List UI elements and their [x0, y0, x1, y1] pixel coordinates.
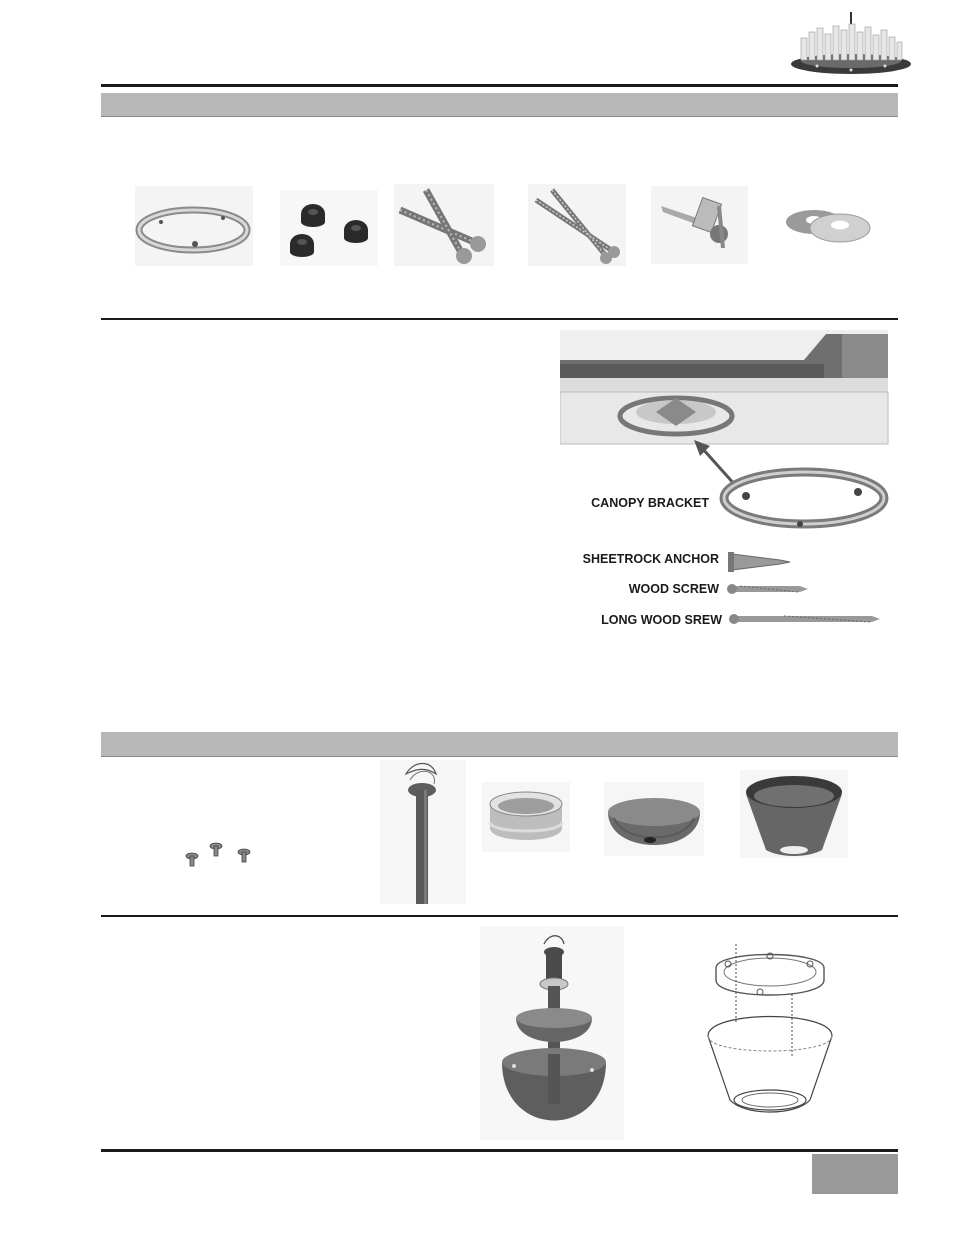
washer-icon: [778, 196, 878, 256]
canopy-assembly-illustration: [480, 926, 624, 1140]
cone-canopy-icon: [740, 770, 848, 858]
sheetrock-anchor-icon: [651, 186, 748, 264]
label-canopy-bracket: CANOPY BRACKET: [591, 496, 709, 510]
dome-canopy-icon: [604, 782, 704, 856]
bracket-alignment-drawing: [700, 940, 840, 1118]
downrod-icon: [380, 760, 466, 904]
section-band-canopy-parts: [101, 732, 898, 757]
section-rule-2: [101, 915, 898, 917]
label-wood-screw: WOOD SCREW: [628, 582, 719, 596]
page-number-tab: [812, 1154, 898, 1194]
section-rule-1: [101, 318, 898, 320]
header-rule: [101, 84, 898, 87]
mounting-ring-icon: [135, 186, 253, 266]
collar-cup-icon: [482, 782, 570, 852]
fixture-logo-icon: [787, 10, 915, 76]
wood-screw-icon: [394, 184, 494, 266]
small-screw-icon: [184, 840, 260, 870]
rubber-grommet-icon: [280, 190, 378, 266]
label-long-wood-screw: LONG WOOD SREW: [601, 613, 722, 627]
footer-rule: [101, 1149, 898, 1152]
label-sheetrock-anchor: SHEETROCK ANCHOR: [582, 552, 719, 566]
section-band-mounting-hardware: [101, 93, 898, 117]
long-wood-screw-icon: [528, 184, 626, 266]
ceiling-installation-diagram: [560, 330, 890, 630]
